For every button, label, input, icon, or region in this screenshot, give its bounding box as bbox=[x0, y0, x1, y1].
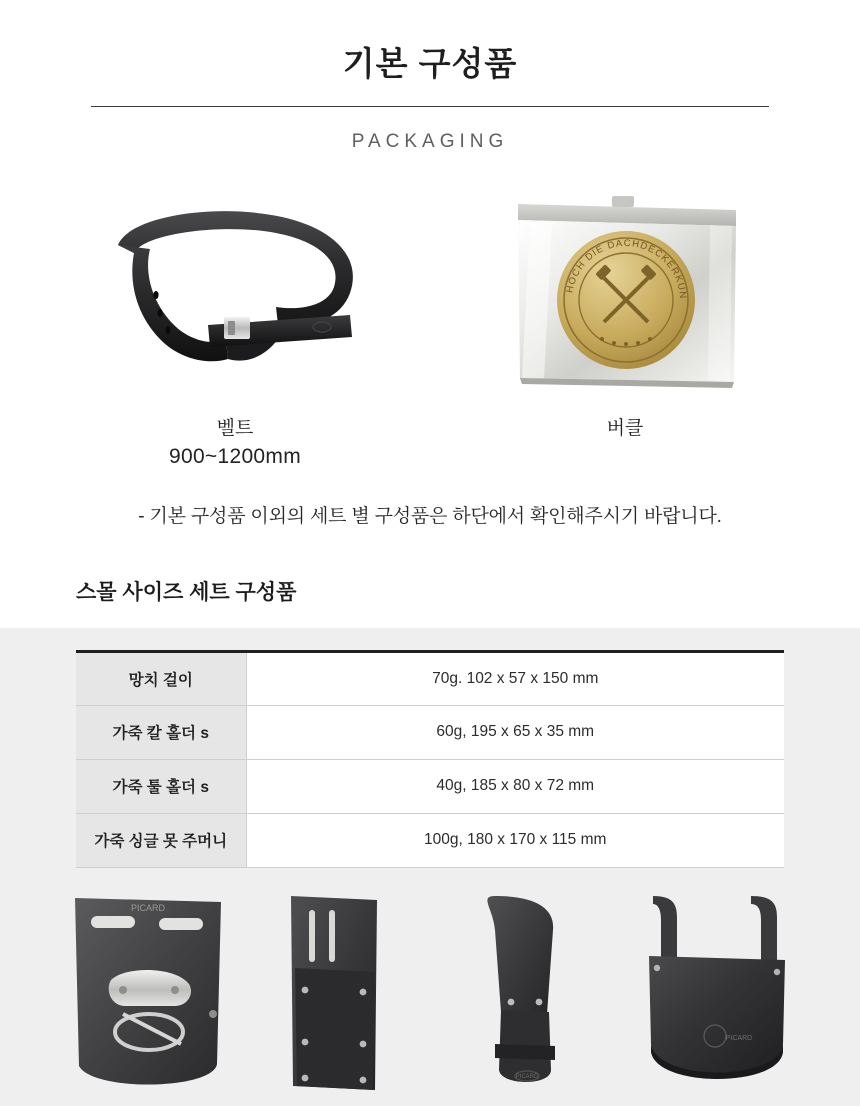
spec-label: 가죽 칼 홀더 s bbox=[76, 705, 246, 759]
rivet bbox=[508, 998, 515, 1005]
page-subtitle: PACKAGING bbox=[351, 130, 509, 152]
spec-value: 60g, 195 x 65 x 35 mm bbox=[246, 705, 784, 759]
rivet bbox=[536, 998, 543, 1005]
tool-holder-strap bbox=[487, 896, 553, 1014]
brass-buckle-photo bbox=[496, 183, 750, 392]
leather-belt-photo bbox=[100, 197, 370, 387]
tool-holder-photo bbox=[439, 894, 609, 1106]
nail-pouch-photo bbox=[627, 894, 797, 1106]
rivet bbox=[774, 968, 780, 974]
rivet bbox=[119, 986, 127, 994]
belt-caption bbox=[100, 415, 370, 473]
belt-figure bbox=[100, 187, 370, 397]
belt-hole bbox=[165, 326, 170, 334]
packaging-note: - 기본 구성품 이외의 세트 별 구성품은 하단에서 확인해주시기 바랍니다. bbox=[138, 505, 722, 527]
rivet bbox=[360, 1040, 367, 1047]
rivet bbox=[360, 988, 367, 995]
holder-slot bbox=[91, 916, 135, 928]
belt-name: 벨트 bbox=[216, 417, 254, 439]
knife-holder-photo bbox=[251, 894, 421, 1106]
buckle-caption bbox=[490, 415, 760, 443]
brand-label: PICARD bbox=[515, 1073, 539, 1080]
product-list bbox=[0, 183, 860, 473]
page-title: 기본 구성품 bbox=[342, 45, 518, 82]
knife-slot bbox=[309, 910, 315, 962]
brand-label: PICARD bbox=[725, 1034, 753, 1042]
table-row bbox=[76, 705, 784, 759]
rivet bbox=[209, 1010, 217, 1018]
page-header bbox=[0, 0, 860, 153]
spec-label: 망치 걸이 bbox=[76, 651, 246, 705]
rivet bbox=[360, 1076, 367, 1083]
spec-label: 가죽 싱글 못 주머니 bbox=[76, 813, 246, 867]
knife-slot bbox=[329, 910, 335, 962]
small-size-set-panel bbox=[0, 628, 860, 1106]
knife-holder-pouch bbox=[295, 968, 375, 1090]
medallion-inscription: HOCH DIE DACHDECKERKUNST bbox=[496, 183, 689, 300]
table-row bbox=[76, 651, 784, 705]
spec-value: 100g, 180 x 170 x 115 mm bbox=[246, 813, 784, 867]
spec-label: 가죽 툴 홀더 s bbox=[76, 759, 246, 813]
buckle-figure bbox=[490, 183, 760, 397]
rivet bbox=[302, 986, 309, 993]
buckle-reflection bbox=[708, 225, 732, 382]
belt-metal-clip bbox=[224, 317, 250, 339]
spec-value: 70g. 102 x 57 x 150 mm bbox=[246, 651, 784, 705]
rivet bbox=[302, 1074, 309, 1081]
table-row bbox=[76, 813, 784, 867]
title-divider bbox=[91, 106, 769, 107]
section-heading: 스몰 사이즈 세트 구성품 bbox=[76, 580, 297, 604]
brand-label: PICARD bbox=[130, 902, 166, 913]
rivet bbox=[171, 986, 179, 994]
belt-hole bbox=[153, 291, 158, 299]
product-item-belt bbox=[100, 187, 370, 473]
buckle-name: 버클 bbox=[606, 417, 644, 439]
belt-hole bbox=[157, 309, 162, 317]
spec-value: 40g, 185 x 80 x 72 mm bbox=[246, 759, 784, 813]
pouch-body bbox=[649, 956, 785, 1075]
belt-dimension: 900~1200mm bbox=[168, 445, 301, 469]
pouch-belt-loop bbox=[653, 896, 677, 964]
table-row bbox=[76, 759, 784, 813]
buckle-top-tab bbox=[612, 196, 634, 207]
holder-slot bbox=[159, 918, 203, 930]
hammer-holder-photo bbox=[63, 894, 233, 1106]
pouch-belt-loop bbox=[751, 896, 777, 964]
belt-clip-slot bbox=[228, 321, 235, 335]
rivet bbox=[654, 964, 660, 970]
spec-table bbox=[76, 650, 784, 868]
product-item-buckle bbox=[490, 183, 760, 473]
accessory-photo-row bbox=[0, 894, 860, 1106]
tool-holder-band bbox=[495, 1044, 555, 1060]
rivet bbox=[302, 1038, 309, 1045]
